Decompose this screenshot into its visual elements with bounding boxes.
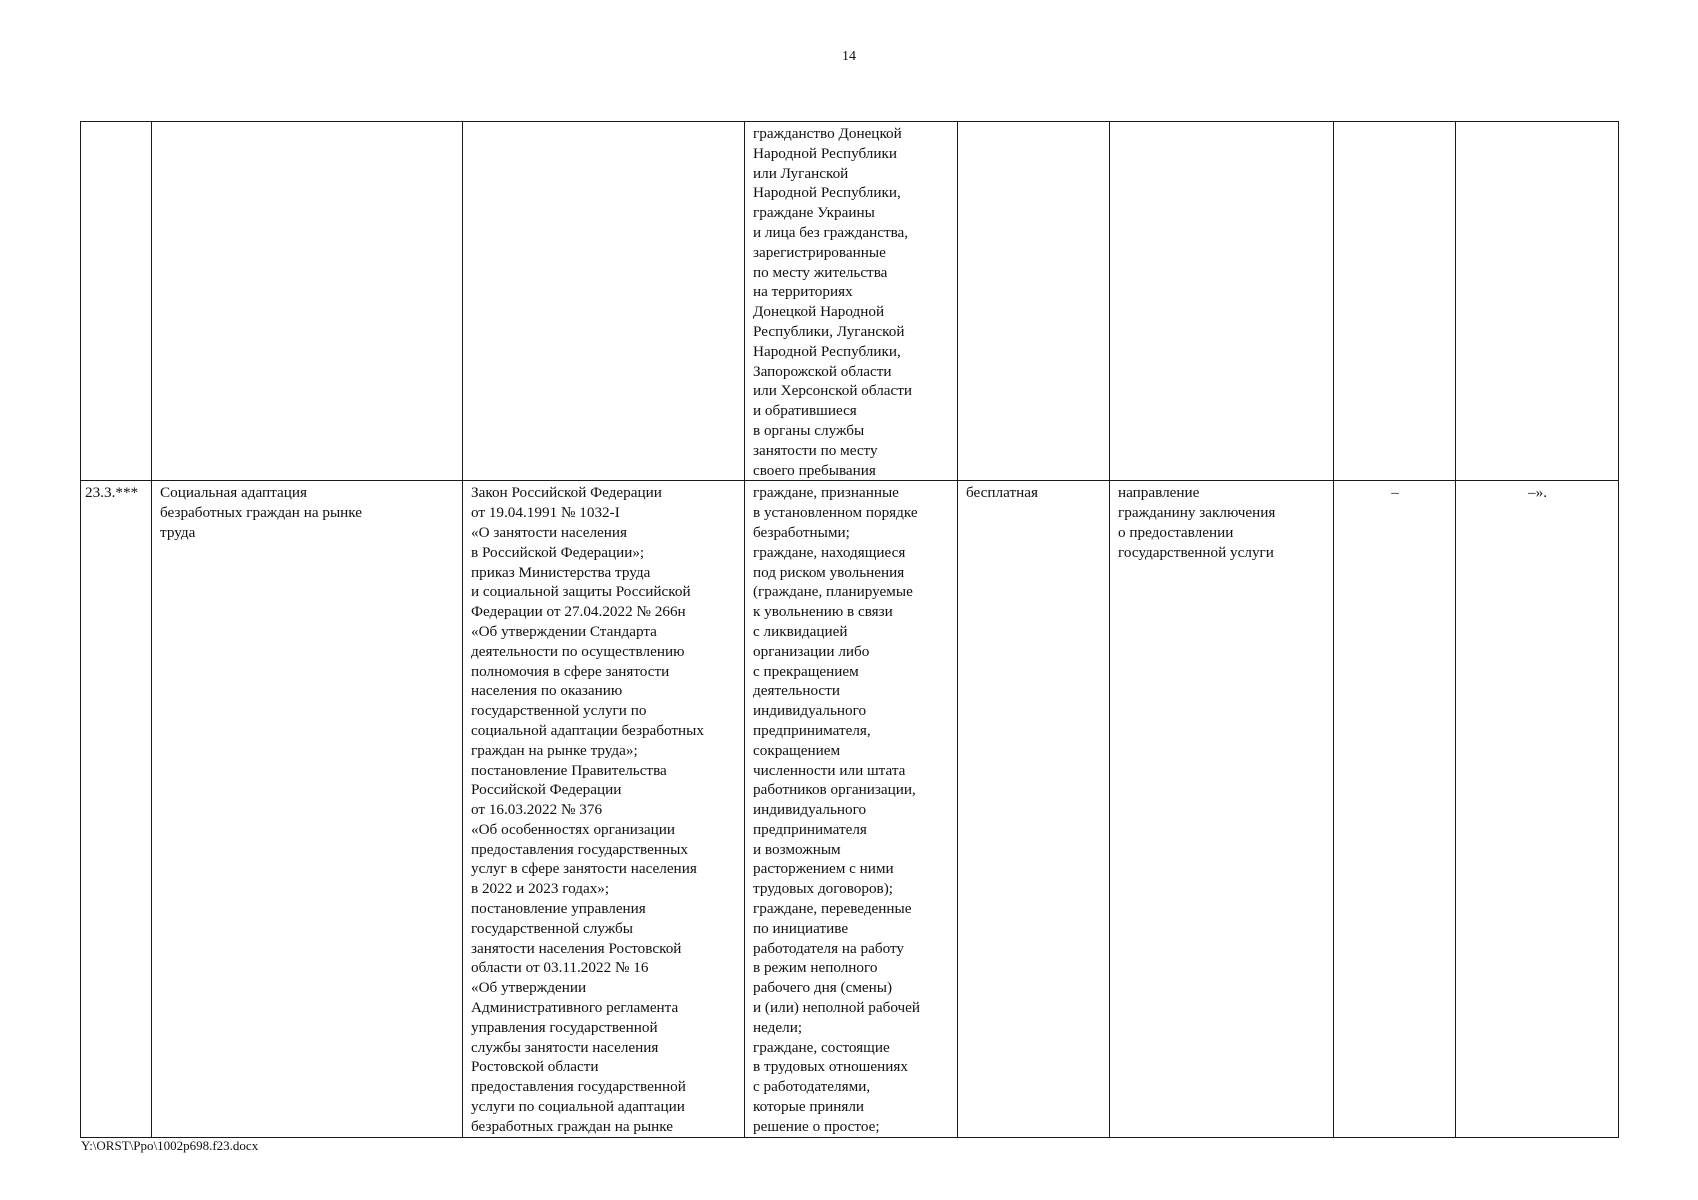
recipients-cell: граждане, признанные в установленном порядке безработными; граждане, находящиеся под риском увольнения (граждане, планируемые к увольнению в связи с ликвидацией организации либо с прекращением деятельности индивидуального предпринимателя, сокращением численности или штата работников организации, индивидуального предпринимателя и возможным расторжением с ними трудовых договоров); граждане, переведенные по инициативе работодателя на работу в режим неполного рабочего дня (смены) и (или) неполной рабочей недели; граждане, состоящие в трудовых отношениях с работодателями, которые приняли решение о простое; xyxy=(745,481,958,1137)
service-name-cell xyxy=(152,122,463,481)
column-7-cell: – xyxy=(1334,481,1456,1137)
row-number-cell: 23.3.*** xyxy=(81,481,152,1137)
result-cell xyxy=(1110,122,1334,481)
legal-basis-cell xyxy=(463,122,745,481)
page-number: 14 xyxy=(842,49,856,64)
column-8-cell xyxy=(1456,122,1619,481)
service-name-cell: Социальная адаптация безработных граждан на рынке труда xyxy=(152,481,463,1137)
recipients-cell: гражданство Донецкой Народной Республики или Луганской Народной Республики, граждане Украины и лица без гражданства, зарегистрированные по месту жительства на территориях Донецкой Народной Республики, Луганской Народной Республики, Запорожской области или Херсонской области и обратившиеся в органы службы занятости по месту своего пребывания xyxy=(745,122,958,481)
row-number-cell xyxy=(81,122,152,481)
footer-file-path: Y:\ORST\Ppo\1002p698.f23.docx xyxy=(81,1138,259,1153)
table-row xyxy=(81,481,1619,1137)
legal-basis-cell: Закон Российской Федерации от 19.04.1991 № 1032-I «О занятости населения в Российской Федерации»; приказ Министерства труда и социальной защиты Российской Федерации от 27.04.2022 № 266н «Об утверждении Стандарта деятельности по осуществлению полномочия в сфере занятости населения по оказанию государственной услуги по социальной адаптации безработных граждан на рынке труда»; постановление Правительства Российской Федерации от 16.03.2022 № 376 «Об особенностях организации предоставления государственных услуг в сфере занятости населения в 2022 и 2023 годах»; постановление управления государственной службы занятости населения Ростовской области от 03.11.2022 № 16 «Об утверждении Административного регламента управления государственной службы занятости населения Ростовской области предоставления государственной услуги по социальной адаптации безработных граждан на рынке xyxy=(463,481,745,1137)
cost-cell xyxy=(958,122,1110,481)
services-table xyxy=(80,121,1619,1138)
cost-cell: бесплатная xyxy=(958,481,1110,1137)
result-cell: направление гражданину заключения о предоставлении государственной услуги xyxy=(1110,481,1334,1137)
column-8-cell: –». xyxy=(1456,481,1619,1137)
table-row xyxy=(81,122,1619,481)
column-7-cell xyxy=(1334,122,1456,481)
